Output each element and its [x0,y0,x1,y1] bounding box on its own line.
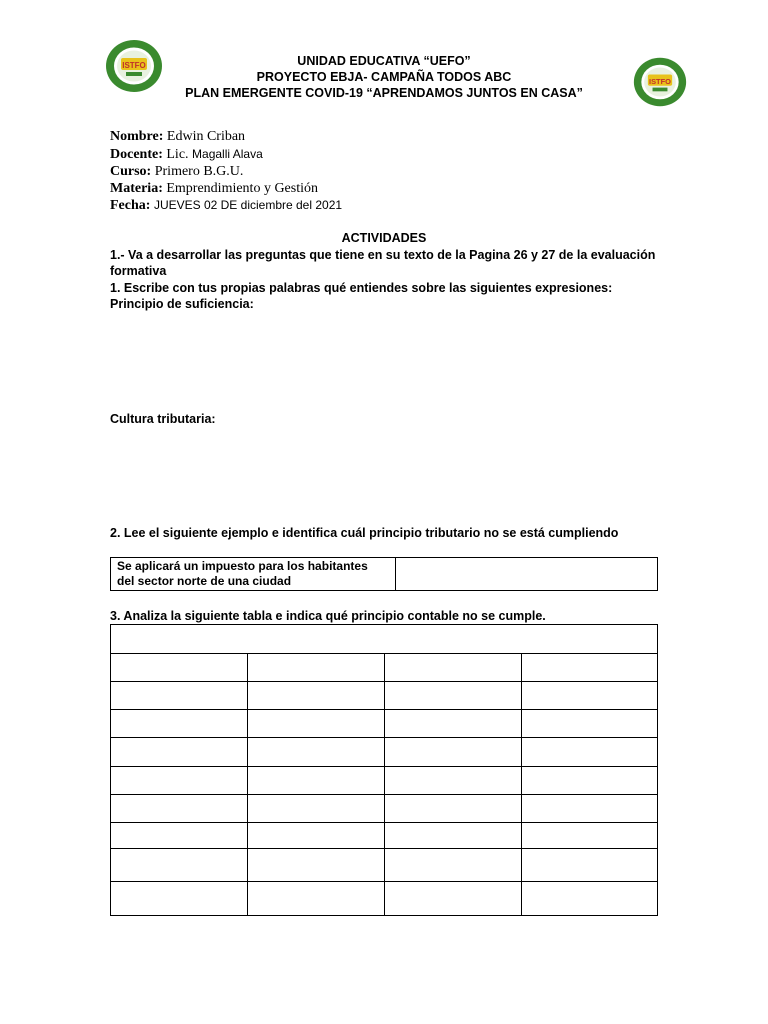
question-2-table [110,557,658,591]
table-cell[interactable] [522,849,658,882]
table-cell[interactable] [385,849,522,882]
table-cell[interactable] [385,654,522,682]
table-cell[interactable] [522,882,658,916]
question-1: 1. Escribe con tus propias palabras qué entiendes sobre las siguientes expresiones: [110,281,613,295]
activities-title: ACTIVIDADES [341,231,427,245]
question-2-answer-cell[interactable] [396,558,658,591]
header-line-3: PLAN EMERGENTE COVID-19 “APRENDAMOS JUNTOS EN CASA” [185,86,583,100]
table-row [111,710,658,738]
table-cell[interactable] [111,682,248,710]
table-row [111,795,658,823]
table-cell[interactable] [522,710,658,738]
table-cell[interactable] [522,682,658,710]
materia-label: Materia: [110,181,163,196]
nombre-label: Nombre: [110,129,164,144]
table-header-cell[interactable] [111,625,658,654]
table-row [111,823,658,849]
table-row [111,682,658,710]
table-cell[interactable] [522,795,658,823]
question-3-table [110,624,658,916]
table-row [111,849,658,882]
table-cell[interactable] [385,823,522,849]
info-nombre [110,128,245,145]
curso-value: Primero B.G.U. [154,164,244,179]
table-cell[interactable] [522,767,658,795]
table-cell[interactable] [522,654,658,682]
table-cell[interactable] [385,682,522,710]
table-cell[interactable] [248,654,385,682]
table-cell[interactable] [385,882,522,916]
nombre-value: Edwin Criban [166,129,246,144]
fecha-value: JUEVES 02 DE diciembre del 2021 [153,198,343,212]
table-cell[interactable] [385,795,522,823]
table-cell[interactable] [248,682,385,710]
table-cell[interactable] [248,882,385,916]
docente-value-b: Magalli Alava [192,147,263,161]
info-fecha [110,197,342,214]
table-cell[interactable] [248,823,385,849]
question-2-example-cell [111,558,396,591]
table-row [111,882,658,916]
header-line-1: UNIDAD EDUCATIVA “UEFO” [297,54,471,68]
docente-label: Docente: [110,147,163,162]
table-cell[interactable] [522,738,658,767]
table-cell[interactable] [385,710,522,738]
info-curso [110,163,243,180]
table-cell[interactable] [248,849,385,882]
table-cell[interactable] [111,738,248,767]
table-cell[interactable] [248,795,385,823]
logo-text: ISTFO [649,76,671,86]
table-cell[interactable] [248,738,385,767]
table-cell[interactable] [111,767,248,795]
table-cell[interactable] [111,710,248,738]
table-cell[interactable] [111,882,248,916]
activity-intro-line-2: formativa [110,264,167,278]
materia-value: Emprendimiento y Gestión [166,181,319,196]
table-cell[interactable] [248,710,385,738]
activity-intro-line-1: 1.- Va a desarrollar las preguntas que tiene en su texto de la Pagina 26 y 27 de la evaluación [110,248,656,262]
table-row [111,738,658,767]
table-row [111,654,658,682]
fecha-label: Fecha: [110,198,151,213]
question-3: 3. Analiza la siguiente tabla e indica qué principio contable no se cumple. [110,609,546,623]
info-docente [110,146,263,163]
table-cell[interactable] [385,738,522,767]
table-cell[interactable] [248,767,385,795]
table-cell[interactable] [111,795,248,823]
q2-cell-line-2: del sector norte de una ciudad [117,574,292,588]
table-row [111,767,658,795]
question-1a-label: Principio de suficiencia: [110,297,254,311]
table-cell[interactable] [385,767,522,795]
table-cell[interactable] [111,823,248,849]
table-cell[interactable] [522,823,658,849]
docente-value-a: Lic. [166,147,189,162]
header-line-2: PROYECTO EBJA- CAMPAÑA TODOS ABC [256,70,512,84]
question-2: 2. Lee el siguiente ejemplo e identifica cuál principio tributario no se está cumpliendo [110,526,619,540]
curso-label: Curso: [110,164,152,179]
table-cell[interactable] [111,654,248,682]
info-materia [110,180,318,197]
question-1b-label: Cultura tributaria: [110,412,216,426]
logo-text: ISTFO [122,61,146,70]
table-cell[interactable] [111,849,248,882]
q2-cell-line-1: Se aplicará un impuesto para los habitantes [117,559,368,573]
